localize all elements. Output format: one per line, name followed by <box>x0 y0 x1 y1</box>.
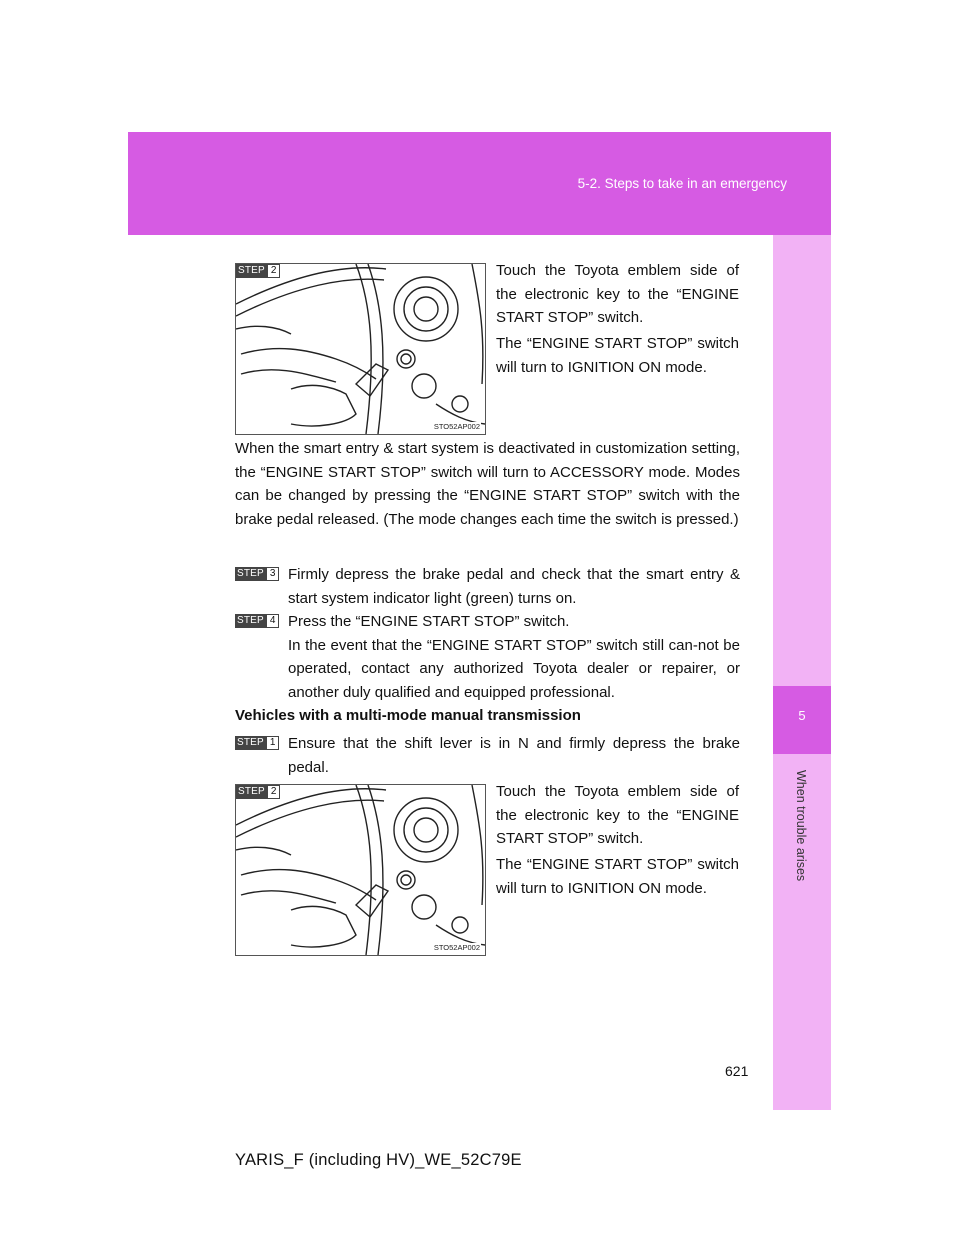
page-number: 621 <box>725 1063 749 1079</box>
step-badge: STEP 2 <box>236 264 280 278</box>
step-badge: STEP 3 <box>235 567 279 581</box>
chapter-label: When trouble arises <box>794 770 808 882</box>
header-band <box>128 132 831 235</box>
mmt-step-1 <box>235 732 740 779</box>
chapter-number: 5 <box>798 708 806 723</box>
document-footer: YARIS_F (including HV)_WE_52C79E <box>235 1151 522 1169</box>
section-title: 5-2. Steps to take in an emergency <box>577 176 787 191</box>
customization-note: When the smart entry & start system is deactivated in customization setting, the “ENGINE START STOP” switch will turn to ACCESSORY mode. Modes can be changed by pressing the “ENGINE START STOP” switch with the brake pedal released. (The mode changes each time the switch is pressed.) <box>235 440 740 528</box>
mmt-step-1-text: Ensure that the shift lever is in N and firmly depress the brake pedal. <box>288 735 740 776</box>
step-3-text: Firmly depress the brake pedal and check that the smart entry & start system indicator light (green) turns on. <box>288 566 740 607</box>
step-4 <box>235 610 740 704</box>
side-tab <box>773 235 831 1110</box>
chapter-label-container <box>775 770 829 900</box>
mmt-heading: Vehicles with a multi-mode manual transmission <box>235 707 581 724</box>
instruction-ignition-on: The “ENGINE START STOP” switch will turn to IGNITION ON mode. <box>496 335 739 376</box>
instruction-ignition-on-2: The “ENGINE START STOP” switch will turn to IGNITION ON mode. <box>496 856 739 897</box>
figure-code: STO52AP002 <box>433 422 480 431</box>
step-badge: STEP 2 <box>236 785 280 799</box>
step-badge: STEP 4 <box>235 614 279 628</box>
figure-code: STO52AP002 <box>433 943 480 952</box>
illustration-key-touch-1 <box>235 263 486 435</box>
step-4-detail: In the event that the “ENGINE START STOP” switch still can-not be operated, contact any authorized Toyota dealer or repairer, or another duly qualified and equipped professional. <box>288 636 740 701</box>
key-illustration-icon <box>236 264 485 434</box>
illustration-key-touch-2 <box>235 784 486 956</box>
key-illustration-icon <box>236 785 485 955</box>
instruction-touch-emblem-2: Touch the Toyota emblem side of the electronic key to the “ENGINE START STOP” switch. <box>496 783 739 847</box>
step-4-text: Press the “ENGINE START STOP” switch. <box>288 613 570 630</box>
instruction-touch-emblem: Touch the Toyota emblem side of the electronic key to the “ENGINE START STOP” switch. <box>496 262 739 326</box>
step-badge: STEP 1 <box>235 736 279 750</box>
step-3 <box>235 563 740 610</box>
